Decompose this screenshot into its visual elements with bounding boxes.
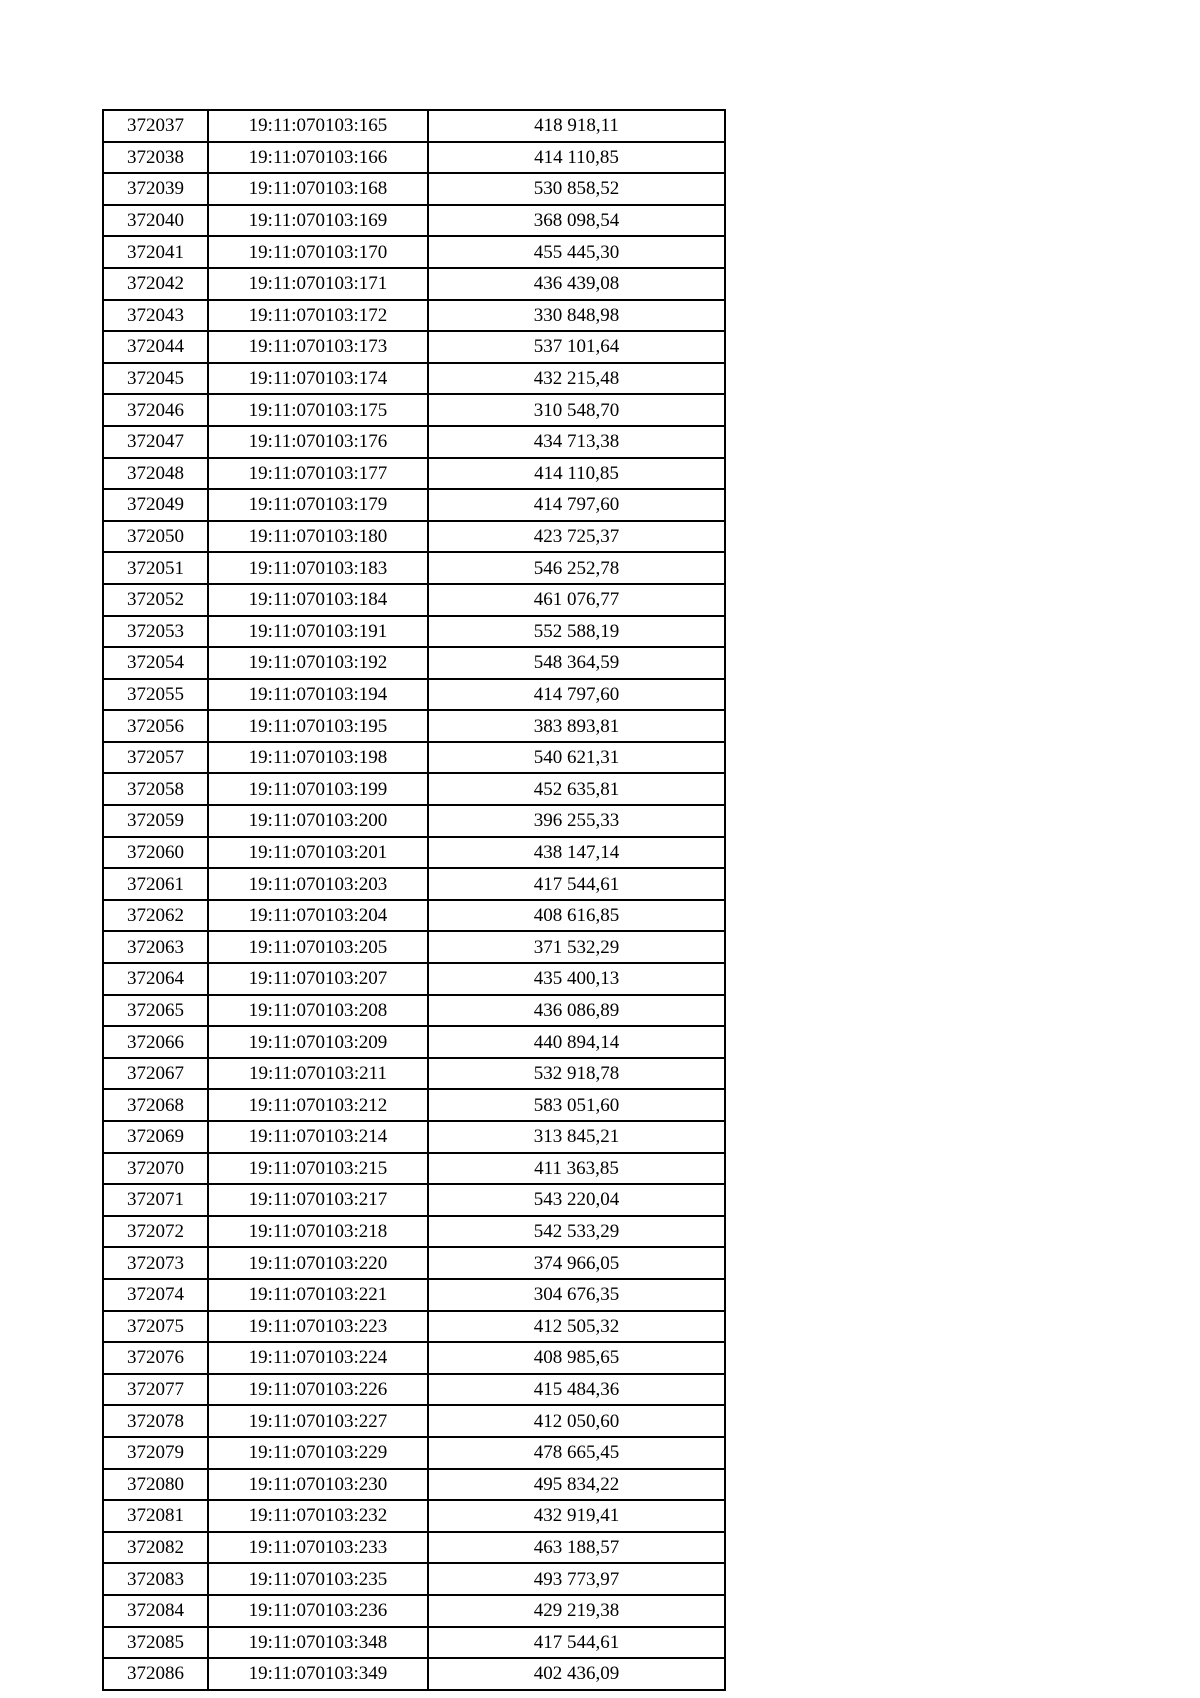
cadastral-number-cell: 19:11:070103:214: [208, 1121, 428, 1153]
cadastral-value-cell: 537 101,64: [428, 331, 725, 363]
cadastral-value-cell: 548 364,59: [428, 647, 725, 679]
table-row: [103, 1532, 725, 1564]
cadastral-value-cell: 423 725,37: [428, 521, 725, 553]
cadastral-number-cell: 19:11:070103:168: [208, 173, 428, 205]
cadastral-number-cell: 19:11:070103:224: [208, 1342, 428, 1374]
row-number-cell: 372069: [103, 1121, 208, 1153]
cadastral-number-cell: 19:11:070103:195: [208, 710, 428, 742]
row-number-cell: 372078: [103, 1405, 208, 1437]
row-number-cell: 372084: [103, 1595, 208, 1627]
table-row: [103, 1279, 725, 1311]
cadastral-number-cell: 19:11:070103:177: [208, 458, 428, 490]
cadastral-value-cell: 408 985,65: [428, 1342, 725, 1374]
cadastral-value-cell: 310 548,70: [428, 394, 725, 426]
row-number-cell: 372040: [103, 205, 208, 237]
cadastral-number-cell: 19:11:070103:200: [208, 805, 428, 837]
cadastral-number-cell: 19:11:070103:169: [208, 205, 428, 237]
cadastral-number-cell: 19:11:070103:348: [208, 1627, 428, 1659]
row-number-cell: 372056: [103, 710, 208, 742]
row-number-cell: 372049: [103, 489, 208, 521]
row-number-cell: 372037: [103, 110, 208, 142]
cadastral-value-cell: 540 621,31: [428, 742, 725, 774]
table-row: [103, 489, 725, 521]
cadastral-number-cell: 19:11:070103:184: [208, 584, 428, 616]
table-row: [103, 173, 725, 205]
cadastral-number-cell: 19:11:070103:227: [208, 1405, 428, 1437]
row-number-cell: 372076: [103, 1342, 208, 1374]
row-number-cell: 372042: [103, 268, 208, 300]
table-row: [103, 1563, 725, 1595]
cadastral-value-cell: 478 665,45: [428, 1437, 725, 1469]
cadastral-number-cell: 19:11:070103:349: [208, 1658, 428, 1690]
row-number-cell: 372063: [103, 931, 208, 963]
row-number-cell: 372055: [103, 679, 208, 711]
cadastral-value-cell: 383 893,81: [428, 710, 725, 742]
row-number-cell: 372070: [103, 1153, 208, 1185]
row-number-cell: 372075: [103, 1311, 208, 1343]
row-number-cell: 372071: [103, 1184, 208, 1216]
cadastral-number-cell: 19:11:070103:235: [208, 1563, 428, 1595]
cadastral-value-cell: 396 255,33: [428, 805, 725, 837]
row-number-cell: 372057: [103, 742, 208, 774]
row-number-cell: 372061: [103, 868, 208, 900]
table-row: [103, 963, 725, 995]
table-row: [103, 1058, 725, 1090]
row-number-cell: 372045: [103, 363, 208, 395]
cadastral-value-cell: 368 098,54: [428, 205, 725, 237]
cadastral-value-cell: 463 188,57: [428, 1532, 725, 1564]
cadastral-number-cell: 19:11:070103:218: [208, 1216, 428, 1248]
cadastral-value-cell: 330 848,98: [428, 300, 725, 332]
table-row: [103, 679, 725, 711]
table-row: [103, 1216, 725, 1248]
table-row: [103, 1311, 725, 1343]
cadastral-number-cell: 19:11:070103:198: [208, 742, 428, 774]
row-number-cell: 372082: [103, 1532, 208, 1564]
table-row: [103, 1405, 725, 1437]
cadastral-value-cell: 371 532,29: [428, 931, 725, 963]
cadastral-value-cell: 532 918,78: [428, 1058, 725, 1090]
cadastral-value-cell: 412 505,32: [428, 1311, 725, 1343]
cadastral-number-cell: 19:11:070103:226: [208, 1374, 428, 1406]
cadastral-number-cell: 19:11:070103:174: [208, 363, 428, 395]
row-number-cell: 372043: [103, 300, 208, 332]
table-row: [103, 1184, 725, 1216]
cadastral-value-cell: 402 436,09: [428, 1658, 725, 1690]
cadastral-value-cell: 543 220,04: [428, 1184, 725, 1216]
cadastral-number-cell: 19:11:070103:175: [208, 394, 428, 426]
table-row: [103, 995, 725, 1027]
table-row: [103, 426, 725, 458]
table-row: [103, 805, 725, 837]
row-number-cell: 372077: [103, 1374, 208, 1406]
table-row: [103, 300, 725, 332]
row-number-cell: 372068: [103, 1089, 208, 1121]
table-row: [103, 584, 725, 616]
cadastral-number-cell: 19:11:070103:194: [208, 679, 428, 711]
cadastral-value-cell: 418 918,11: [428, 110, 725, 142]
table-row: [103, 394, 725, 426]
cadastral-number-cell: 19:11:070103:179: [208, 489, 428, 521]
row-number-cell: 372046: [103, 394, 208, 426]
cadastral-value-cell: 495 834,22: [428, 1469, 725, 1501]
table-row: [103, 268, 725, 300]
row-number-cell: 372047: [103, 426, 208, 458]
cadastral-value-cell: 435 400,13: [428, 963, 725, 995]
table-row: [103, 616, 725, 648]
row-number-cell: 372044: [103, 331, 208, 363]
cadastral-number-cell: 19:11:070103:233: [208, 1532, 428, 1564]
cadastral-number-cell: 19:11:070103:215: [208, 1153, 428, 1185]
cadastral-number-cell: 19:11:070103:203: [208, 868, 428, 900]
table-row: [103, 1153, 725, 1185]
cadastral-number-cell: 19:11:070103:229: [208, 1437, 428, 1469]
table-row: [103, 205, 725, 237]
cadastral-number-cell: 19:11:070103:232: [208, 1500, 428, 1532]
table-row: [103, 1437, 725, 1469]
table-row: [103, 1595, 725, 1627]
table-row: [103, 773, 725, 805]
row-number-cell: 372050: [103, 521, 208, 553]
cadastral-number-cell: 19:11:070103:230: [208, 1469, 428, 1501]
row-number-cell: 372073: [103, 1247, 208, 1279]
cadastral-value-cell: 414 797,60: [428, 679, 725, 711]
cadastral-value-cell: 493 773,97: [428, 1563, 725, 1595]
table-row: [103, 458, 725, 490]
table-row: [103, 110, 725, 142]
cadastral-number-cell: 19:11:070103:176: [208, 426, 428, 458]
table-row: [103, 900, 725, 932]
row-number-cell: 372058: [103, 773, 208, 805]
cadastral-value-cell: 417 544,61: [428, 868, 725, 900]
cadastral-number-cell: 19:11:070103:192: [208, 647, 428, 679]
cadastral-value-cell: 434 713,38: [428, 426, 725, 458]
cadastral-value-cell: 412 050,60: [428, 1405, 725, 1437]
cadastral-value-cell: 408 616,85: [428, 900, 725, 932]
table-row: [103, 1026, 725, 1058]
row-number-cell: 372081: [103, 1500, 208, 1532]
cadastral-number-cell: 19:11:070103:209: [208, 1026, 428, 1058]
cadastral-number-cell: 19:11:070103:208: [208, 995, 428, 1027]
table-row: [103, 742, 725, 774]
cadastral-number-cell: 19:11:070103:183: [208, 552, 428, 584]
table-row: [103, 363, 725, 395]
table-row: [103, 868, 725, 900]
cadastral-value-cell: 411 363,85: [428, 1153, 725, 1185]
cadastral-number-cell: 19:11:070103:236: [208, 1595, 428, 1627]
cadastral-number-cell: 19:11:070103:217: [208, 1184, 428, 1216]
cadastral-number-cell: 19:11:070103:173: [208, 331, 428, 363]
row-number-cell: 372039: [103, 173, 208, 205]
cadastral-value-cell: 546 252,78: [428, 552, 725, 584]
table-row: [103, 1469, 725, 1501]
table-body: [103, 110, 725, 1690]
cadastral-number-cell: 19:11:070103:207: [208, 963, 428, 995]
cadastral-number-cell: 19:11:070103:171: [208, 268, 428, 300]
cadastral-number-cell: 19:11:070103:165: [208, 110, 428, 142]
cadastral-number-cell: 19:11:070103:191: [208, 616, 428, 648]
row-number-cell: 372062: [103, 900, 208, 932]
cadastral-number-cell: 19:11:070103:204: [208, 900, 428, 932]
cadastral-number-cell: 19:11:070103:170: [208, 236, 428, 268]
cadastral-number-cell: 19:11:070103:211: [208, 1058, 428, 1090]
cadastral-number-cell: 19:11:070103:223: [208, 1311, 428, 1343]
cadastral-value-cell: 432 919,41: [428, 1500, 725, 1532]
row-number-cell: 372059: [103, 805, 208, 837]
cadastral-value-cell: 304 676,35: [428, 1279, 725, 1311]
row-number-cell: 372052: [103, 584, 208, 616]
cadastral-number-cell: 19:11:070103:172: [208, 300, 428, 332]
row-number-cell: 372072: [103, 1216, 208, 1248]
cadastral-value-cell: 374 966,05: [428, 1247, 725, 1279]
cadastral-value-cell: 583 051,60: [428, 1089, 725, 1121]
table-row: [103, 931, 725, 963]
row-number-cell: 372086: [103, 1658, 208, 1690]
table-row: [103, 552, 725, 584]
cadastral-value-table: [102, 109, 726, 1691]
row-number-cell: 372051: [103, 552, 208, 584]
cadastral-number-cell: 19:11:070103:199: [208, 773, 428, 805]
table-row: [103, 1500, 725, 1532]
table-row: [103, 837, 725, 869]
cadastral-value-cell: 542 533,29: [428, 1216, 725, 1248]
cadastral-number-cell: 19:11:070103:220: [208, 1247, 428, 1279]
table-row: [103, 1374, 725, 1406]
row-number-cell: 372065: [103, 995, 208, 1027]
row-number-cell: 372053: [103, 616, 208, 648]
row-number-cell: 372083: [103, 1563, 208, 1595]
table-row: [103, 1121, 725, 1153]
cadastral-value-cell: 440 894,14: [428, 1026, 725, 1058]
cadastral-number-cell: 19:11:070103:221: [208, 1279, 428, 1311]
table-row: [103, 1247, 725, 1279]
cadastral-number-cell: 19:11:070103:166: [208, 142, 428, 174]
row-number-cell: 372085: [103, 1627, 208, 1659]
cadastral-value-cell: 436 086,89: [428, 995, 725, 1027]
cadastral-number-cell: 19:11:070103:205: [208, 931, 428, 963]
row-number-cell: 372080: [103, 1469, 208, 1501]
cadastral-value-cell: 452 635,81: [428, 773, 725, 805]
table-row: [103, 1342, 725, 1374]
cadastral-value-cell: 414 797,60: [428, 489, 725, 521]
table-row: [103, 236, 725, 268]
table-row: [103, 1658, 725, 1690]
table-row: [103, 647, 725, 679]
row-number-cell: 372060: [103, 837, 208, 869]
cadastral-value-cell: 552 588,19: [428, 616, 725, 648]
cadastral-value-cell: 432 215,48: [428, 363, 725, 395]
row-number-cell: 372067: [103, 1058, 208, 1090]
cadastral-number-cell: 19:11:070103:180: [208, 521, 428, 553]
row-number-cell: 372054: [103, 647, 208, 679]
cadastral-value-cell: 414 110,85: [428, 458, 725, 490]
table-row: [103, 142, 725, 174]
row-number-cell: 372066: [103, 1026, 208, 1058]
cadastral-value-cell: 313 845,21: [428, 1121, 725, 1153]
cadastral-value-cell: 438 147,14: [428, 837, 725, 869]
row-number-cell: 372064: [103, 963, 208, 995]
row-number-cell: 372048: [103, 458, 208, 490]
row-number-cell: 372041: [103, 236, 208, 268]
table-row: [103, 521, 725, 553]
table-row: [103, 1627, 725, 1659]
row-number-cell: 372038: [103, 142, 208, 174]
cadastral-value-cell: 461 076,77: [428, 584, 725, 616]
cadastral-value-cell: 455 445,30: [428, 236, 725, 268]
table-row: [103, 331, 725, 363]
table-row: [103, 710, 725, 742]
cadastral-value-cell: 436 439,08: [428, 268, 725, 300]
cadastral-value-cell: 417 544,61: [428, 1627, 725, 1659]
row-number-cell: 372074: [103, 1279, 208, 1311]
cadastral-value-cell: 530 858,52: [428, 173, 725, 205]
cadastral-number-cell: 19:11:070103:201: [208, 837, 428, 869]
cadastral-value-cell: 415 484,36: [428, 1374, 725, 1406]
row-number-cell: 372079: [103, 1437, 208, 1469]
cadastral-number-cell: 19:11:070103:212: [208, 1089, 428, 1121]
table-row: [103, 1089, 725, 1121]
cadastral-value-cell: 429 219,38: [428, 1595, 725, 1627]
cadastral-value-cell: 414 110,85: [428, 142, 725, 174]
